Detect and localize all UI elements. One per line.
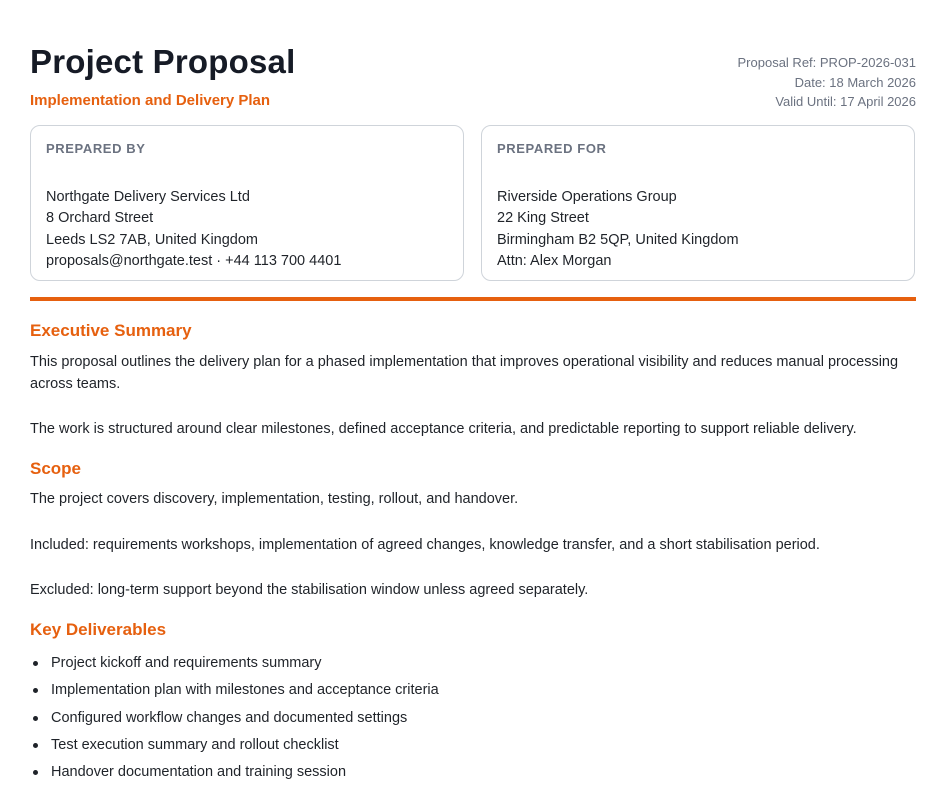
parties-row xyxy=(30,125,916,283)
list-item xyxy=(30,677,439,704)
deliverables-list xyxy=(30,650,439,786)
bullet-icon xyxy=(33,743,38,748)
list-item xyxy=(30,732,439,759)
deliverable-text: Handover documentation and training session xyxy=(51,764,347,781)
list-item xyxy=(30,705,439,732)
prepared-by-address xyxy=(46,187,341,272)
prepared-by-card xyxy=(30,125,464,281)
prepared-by-company: Northgate Delivery Services Ltd xyxy=(46,189,250,205)
executive-summary-paragraph: The work is structured around clear milestones, defined acceptance criteria, and predictable reporting to support reliable delivery. xyxy=(30,421,857,437)
prepared-by-street: 8 Orchard Street xyxy=(46,210,154,227)
bullet-icon xyxy=(33,688,38,693)
prepared-for-city: Birmingham B2 5QP, United Kingdom xyxy=(497,231,739,248)
prepared-by-label: PREPARED BY xyxy=(46,141,146,156)
deliverable-text: Configured workflow changes and documented settings xyxy=(51,709,408,726)
executive-summary-paragraph: This proposal outlines the delivery plan for a phased implementation that improves operational visibility and reduces manual processing across teams. xyxy=(30,354,899,392)
proposal-meta xyxy=(738,53,916,112)
proposal-ref: Proposal Ref: PROP-2026-031 xyxy=(737,55,916,70)
prepared-by-contact: proposals@northgate.test · +44 113 700 4401 xyxy=(46,252,342,269)
prepared-for-label: PREPARED FOR xyxy=(497,141,607,156)
proposal-valid-until: Valid Until: 17 April 2026 xyxy=(775,94,916,109)
deliverable-text: Project kickoff and requirements summary xyxy=(51,655,322,671)
bullet-icon xyxy=(33,770,38,775)
deliverable-text: Implementation plan with milestones and acceptance criteria xyxy=(51,682,439,699)
scope-heading: Scope xyxy=(30,459,82,478)
bullet-icon xyxy=(33,716,38,721)
prepared-for-address xyxy=(497,187,739,272)
scope-included-paragraph: Included: requirements workshops, implementation of agreed changes, knowledge transfer, and a short stabilisation period. xyxy=(30,537,820,553)
list-item xyxy=(30,759,439,786)
proposal-page xyxy=(30,0,916,781)
prepared-for-street: 22 King Street xyxy=(497,210,589,227)
scope-excluded-paragraph: Excluded: long-term support beyond the stabilisation window unless agreed separately. xyxy=(30,582,589,598)
section-divider xyxy=(30,297,916,301)
bullet-icon xyxy=(33,661,38,666)
proposal-date: Date: 18 March 2026 xyxy=(794,74,916,90)
list-item xyxy=(30,650,439,677)
prepared-for-card xyxy=(481,125,915,281)
key-deliverables-heading: Key Deliverables xyxy=(30,620,167,639)
deliverable-text: Test execution summary and rollout checklist xyxy=(51,736,339,753)
page-subtitle: Implementation and Delivery Plan xyxy=(30,92,271,109)
page-title: Project Proposal xyxy=(30,43,296,80)
prepared-by-city: Leeds LS2 7AB, United Kingdom xyxy=(46,231,258,248)
scope-paragraph: The project covers discovery, implementation, testing, rollout, and handover. xyxy=(30,491,519,507)
executive-summary-heading: Executive Summary xyxy=(30,321,192,340)
prepared-for-company: Riverside Operations Group xyxy=(497,189,677,205)
prepared-for-attention: Attn: Alex Morgan xyxy=(497,252,612,269)
